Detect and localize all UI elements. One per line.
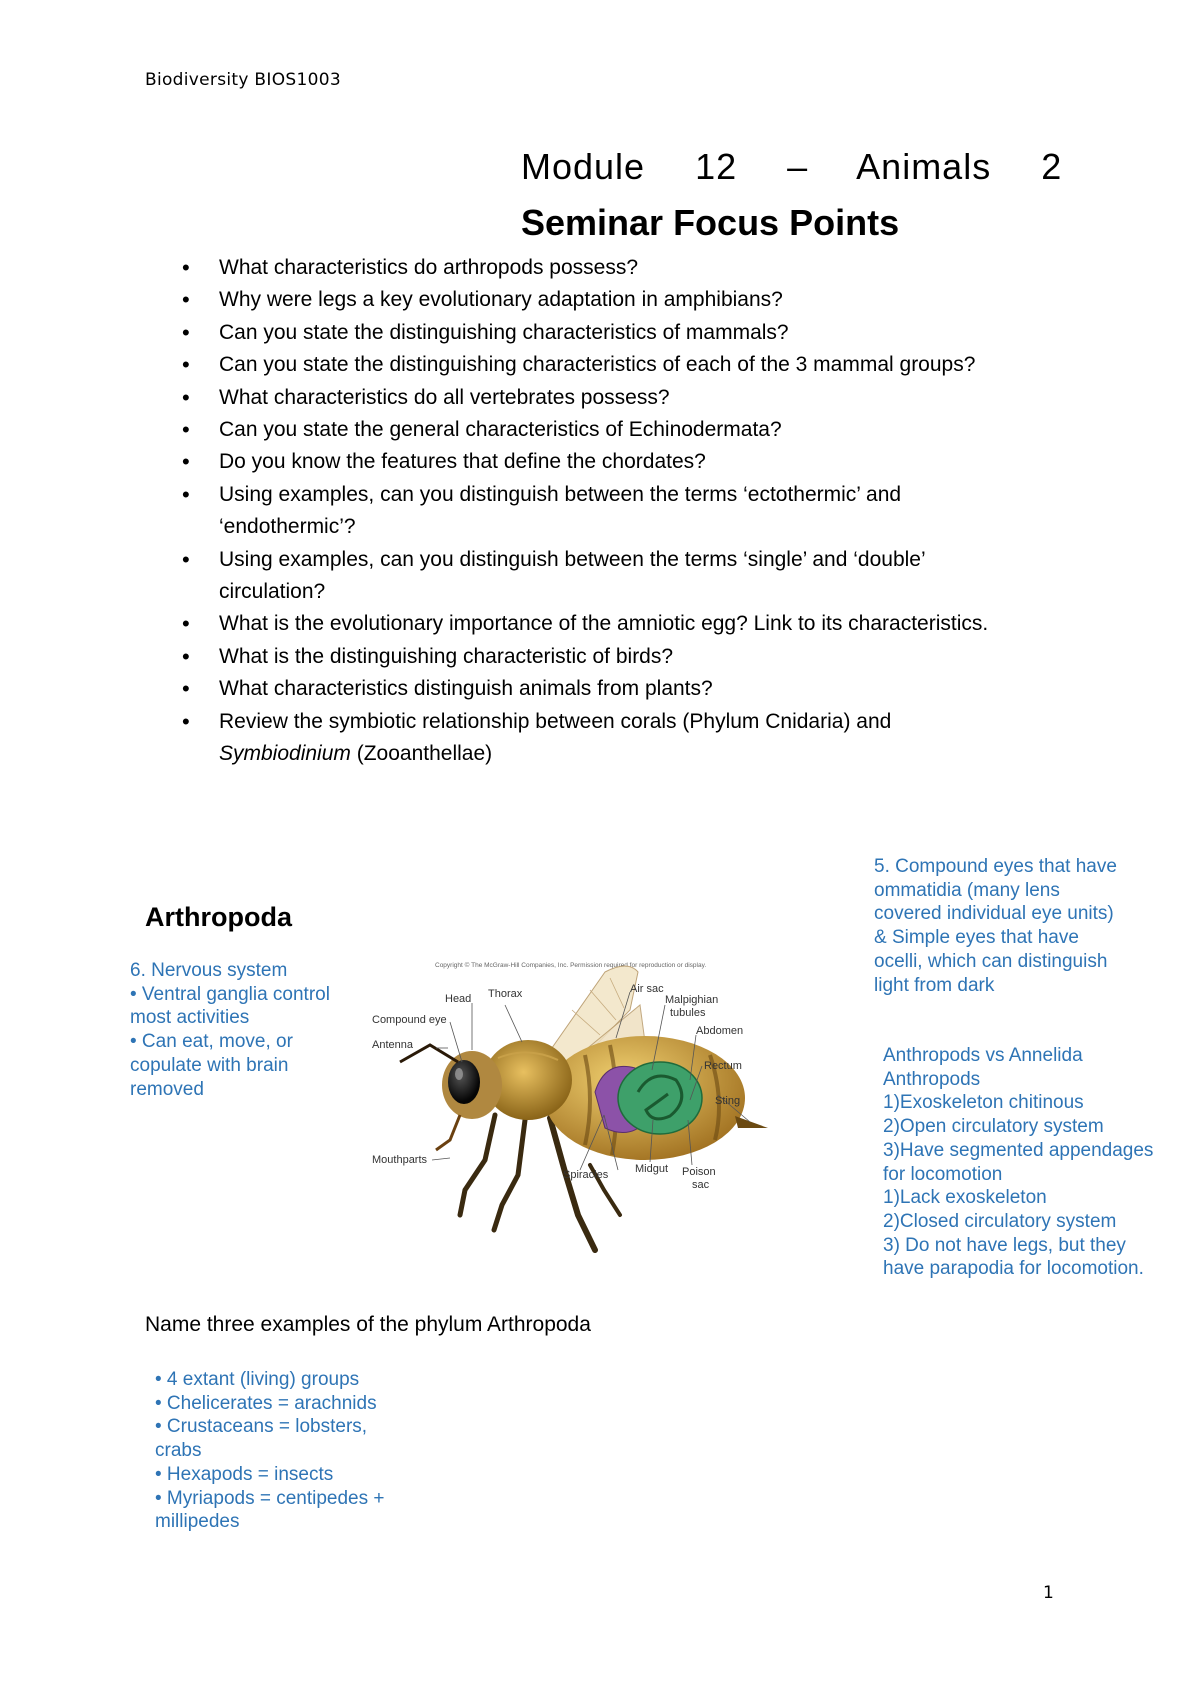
arthropods-vs-annelida-note xyxy=(883,1044,1193,1281)
focus-point: • Using examples, can you distinguish between the terms ‘ectothermic’ and ‘endothermic’? xyxy=(178,479,1028,544)
example-line: millipedes xyxy=(155,1511,240,1533)
focus-point: • Can you state the distinguishing characteristics of each of the 3 mammal groups? xyxy=(178,349,1028,381)
nervous-system-note xyxy=(130,959,390,1101)
label-mouthparts: Mouthparts xyxy=(372,1154,428,1166)
note-line: 2)Closed circulatory system xyxy=(883,1210,1117,1232)
compound-eyes-note xyxy=(874,855,1174,997)
examples-question: Name three examples of the phylum Arthropoda xyxy=(145,1313,591,1336)
example-line: • 4 extant (living) groups xyxy=(155,1369,360,1390)
running-header: Biodiversity BIOS1003 xyxy=(145,70,341,90)
focus-point: • Using examples, can you distinguish between the terms ‘single’ and ‘double’ circulation? xyxy=(178,544,1028,609)
note-line: 3) Do not have legs, but they xyxy=(883,1234,1126,1256)
focus-point: • What characteristics do all vertebrates possess? xyxy=(178,382,1028,414)
note-line: copulate with brain xyxy=(130,1054,289,1076)
seminar-subtitle: Seminar Focus Points xyxy=(521,202,900,243)
note-line: 6. Nervous system xyxy=(130,960,288,981)
note-line: have parapodia for locomotion. xyxy=(883,1258,1144,1280)
label-thorax: Thorax xyxy=(488,988,523,1000)
example-line: • Chelicerates = arachnids xyxy=(155,1392,377,1414)
focus-point-text: Review the symbiotic relationship between corals (Phylum Cnidaria) and xyxy=(219,709,892,733)
example-line: • Crustaceans = lobsters, xyxy=(155,1416,368,1438)
focus-point-text: (Zooanthellae) xyxy=(356,742,493,766)
note-line: for locomotion xyxy=(883,1163,1003,1185)
arthropod-examples-list xyxy=(155,1368,415,1534)
label-air-sac: Air sac xyxy=(630,983,664,995)
note-line: light from dark xyxy=(874,974,995,996)
focus-point: • What characteristics distinguish animals from plants? xyxy=(178,673,1028,705)
focus-points-list xyxy=(178,252,1028,771)
label-malpighian: Malpighian xyxy=(665,994,719,1006)
label-midgut: Midgut xyxy=(635,1163,669,1175)
focus-point: • What characteristics do arthropods possess? xyxy=(178,252,1028,284)
note-line: 5. Compound eyes that have xyxy=(874,856,1117,877)
example-line: • Myriapods = centipedes + xyxy=(155,1487,385,1509)
note-line: • Can eat, move, or xyxy=(130,1031,293,1053)
section-heading-arthropoda: Arthropoda xyxy=(145,902,292,932)
note-line: & Simple eyes that have xyxy=(874,927,1079,949)
note-line: covered individual eye units) xyxy=(874,903,1114,925)
focus-point: • Can you state the distinguishing characteristics of mammals? xyxy=(178,317,1028,349)
note-line: 3)Have segmented appendages xyxy=(883,1139,1154,1161)
example-line: • Hexapods = insects xyxy=(155,1463,334,1485)
focus-point-symbiosis xyxy=(178,706,1028,771)
bee-anatomy-figure xyxy=(372,950,810,1280)
note-line: ommatidia (many lens xyxy=(874,879,1060,901)
label-compound-eye: Compound eye xyxy=(372,1014,447,1026)
genus-name: Symbiodinium xyxy=(219,742,351,766)
label-sting: Sting xyxy=(715,1095,741,1107)
focus-point: • Why were legs a key evolutionary adaptation in amphibians? xyxy=(178,284,1028,316)
note-line: most activities xyxy=(130,1007,250,1029)
figure-copyright: Copyright © The McGraw-Hill Companies, Inc. Permission required for reproduction or display. xyxy=(435,962,707,969)
example-line: crabs xyxy=(155,1440,202,1462)
module-title: Module 12 – Animals 2 xyxy=(521,146,1063,187)
focus-point: • Do you know the features that define the chordates? xyxy=(178,446,1028,478)
label-abdomen: Abdomen xyxy=(696,1025,744,1037)
note-line: 2)Open circulatory system xyxy=(883,1116,1104,1138)
label-spiracles: Spiracles xyxy=(563,1169,609,1181)
label-rectum: Rectum xyxy=(704,1060,742,1072)
focus-point: • What is the distinguishing characteristic of birds? xyxy=(178,641,1028,673)
note-line: ocelli, which can distinguish xyxy=(874,950,1108,972)
label-head: Head xyxy=(445,993,472,1005)
label-tubules: tubules xyxy=(670,1007,706,1019)
note-line: 1)Exoskeleton chitinous xyxy=(883,1092,1084,1114)
focus-point: • What is the evolutionary importance of the amniotic egg? Link to its characteristics. xyxy=(178,608,1028,640)
label-antenna: Antenna xyxy=(372,1039,413,1051)
label-poison-sac: sac xyxy=(692,1179,710,1191)
note-line: Anthropods xyxy=(883,1068,981,1090)
page-number: 1 xyxy=(1043,1583,1054,1603)
note-line: • Ventral ganglia control xyxy=(130,983,330,1005)
label-poison: Poison xyxy=(682,1166,716,1178)
note-line: removed xyxy=(130,1078,204,1100)
note-line: 1)Lack exoskeleton xyxy=(883,1187,1047,1209)
focus-point: • Can you state the general characteristics of Echinodermata? xyxy=(178,414,1028,446)
note-line: Anthropods vs Annelida xyxy=(883,1045,1083,1066)
